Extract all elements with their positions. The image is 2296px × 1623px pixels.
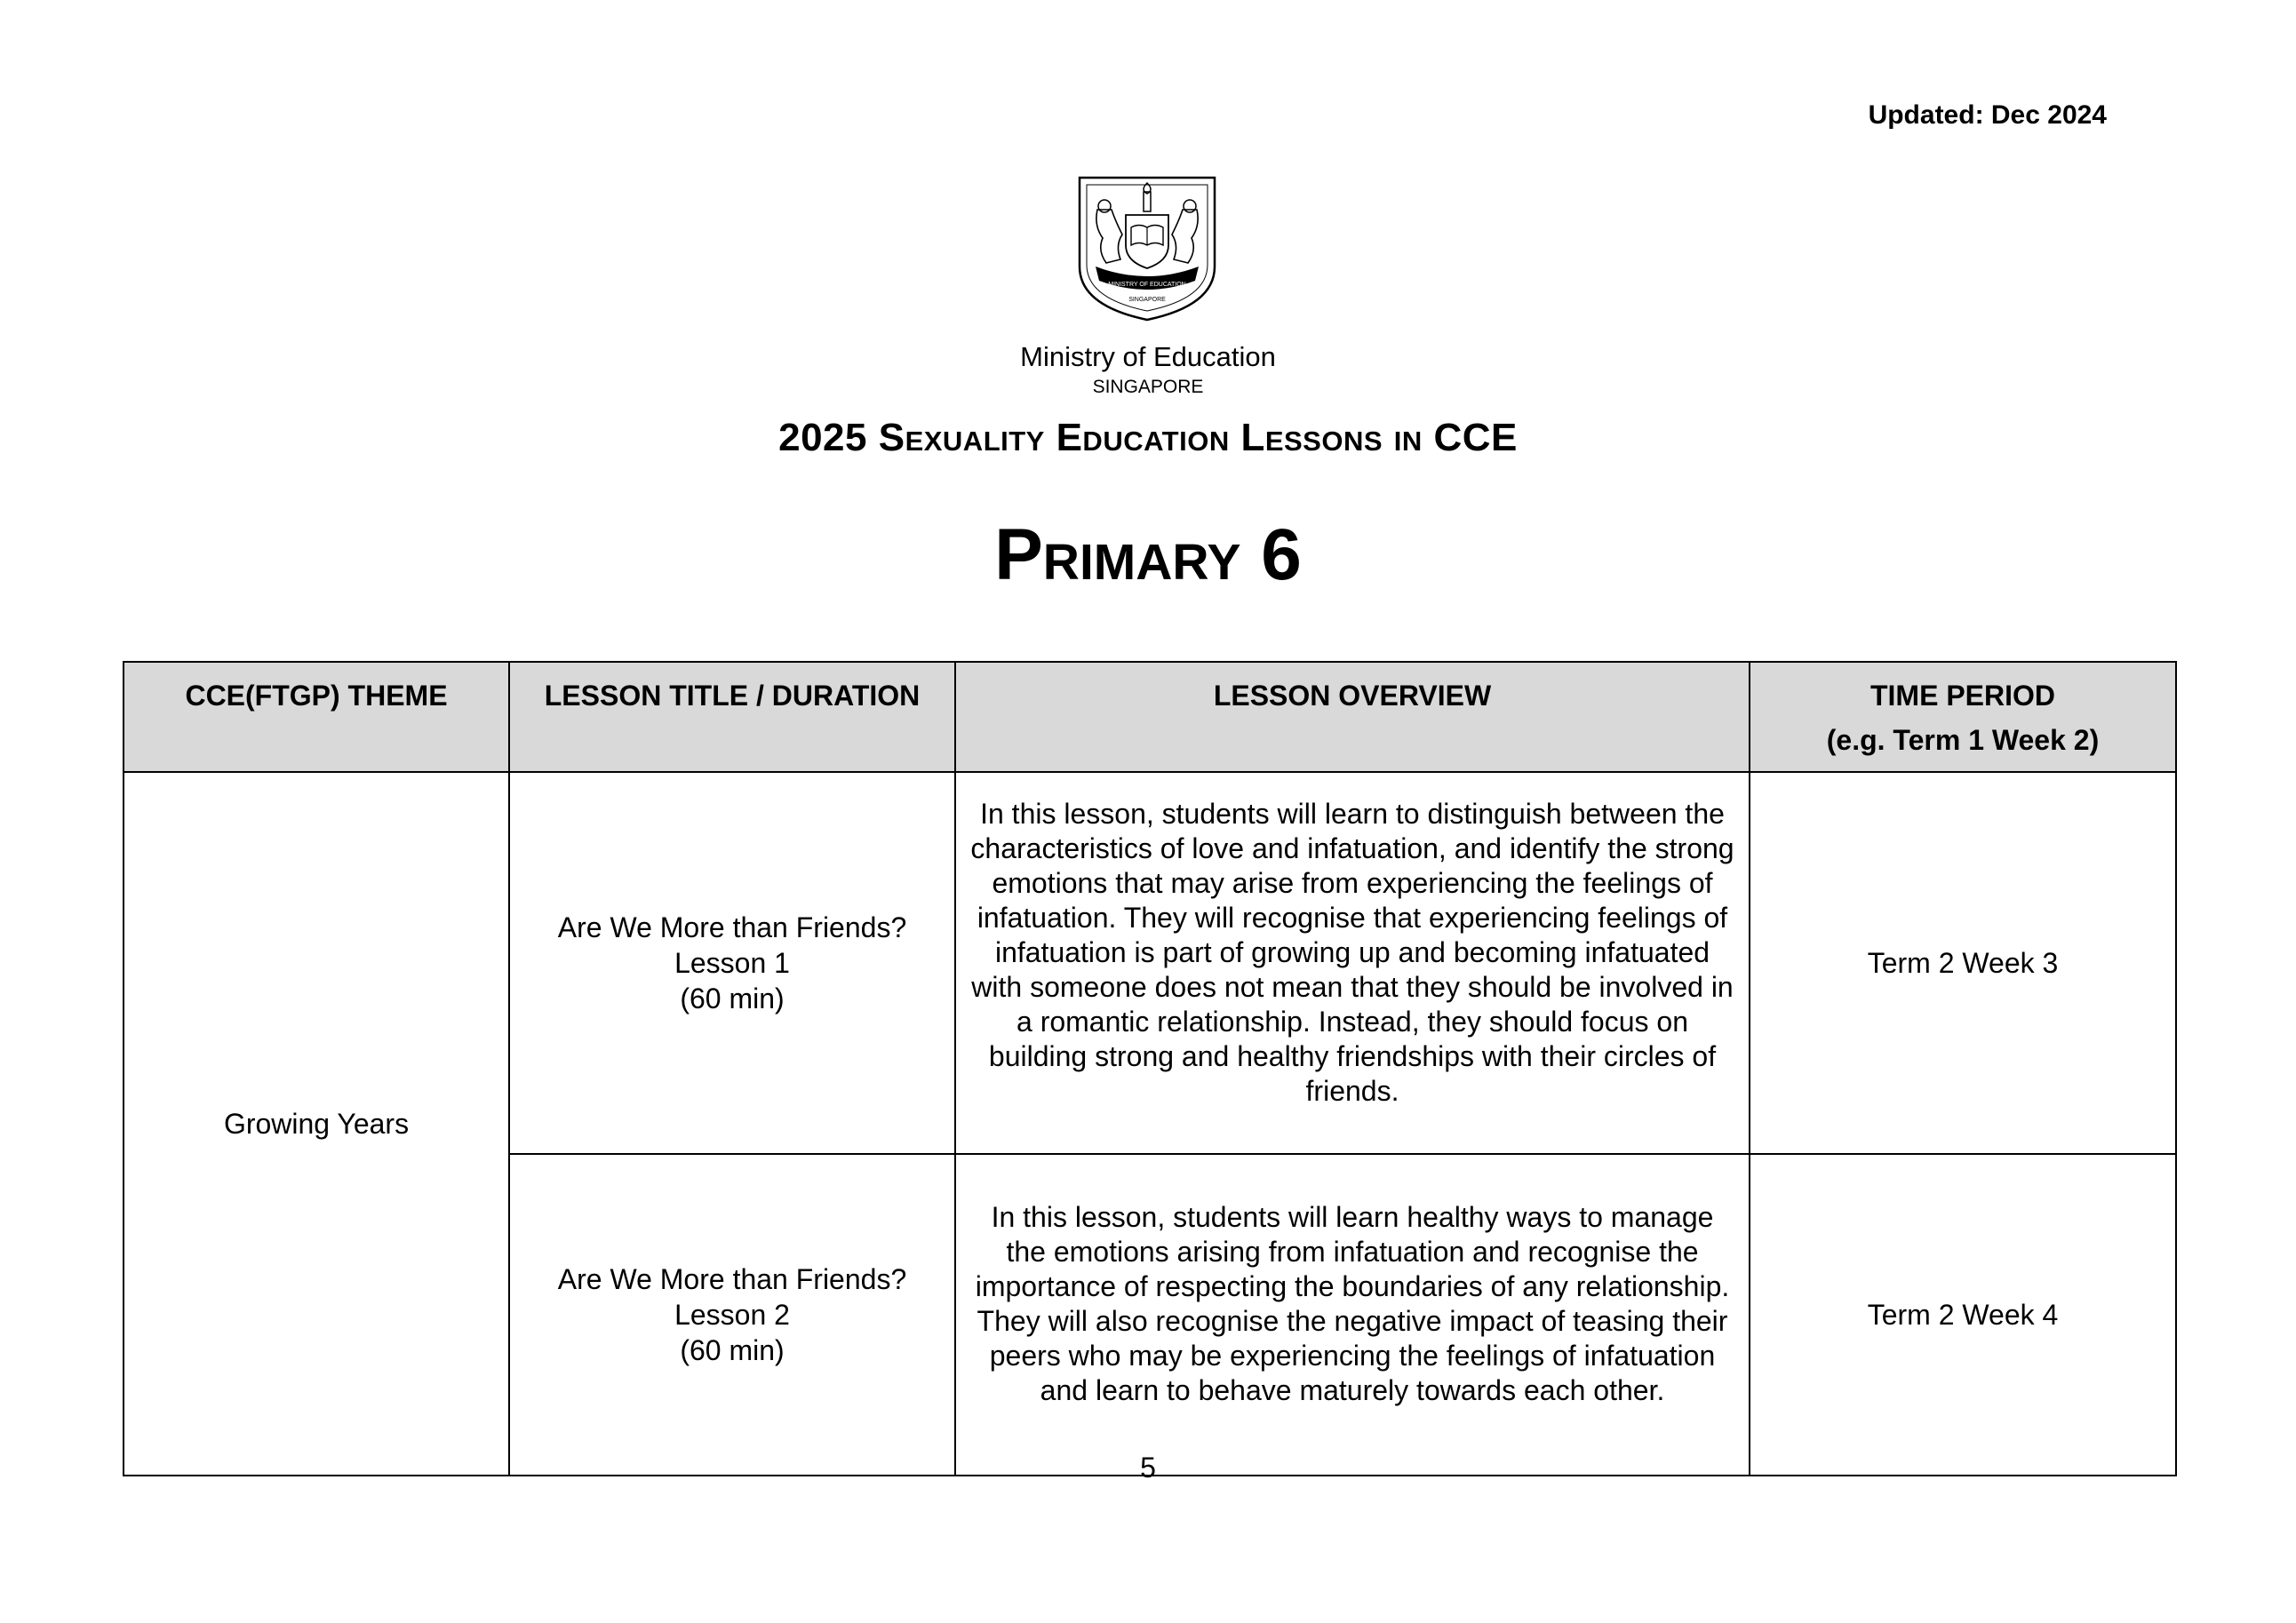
time-period: Term 2 Week 3 [1750,772,2176,1154]
theme-cell: Growing Years [124,772,509,1476]
lesson-overview: In this lesson, students will learn healthy ways to manage the emotions arising from infatuation and recognise the importance of respecting the boundaries of any relationship. They will also recognise the negative impact of teasing their peers who may be experiencing the feelings of infatuation and learn to behave maturely towards each other. [955,1154,1750,1476]
lesson-number: Lesson 1 [674,947,790,979]
lessons-table [123,661,2177,1476]
country-name: SINGAPORE [1092,377,1204,397]
header-overview: LESSON OVERVIEW [955,662,1750,772]
lesson-title-cell [509,772,955,1154]
page-number: 5 [1140,1452,1156,1484]
header-time-period-example: (e.g. Term 1 Week 2) [1826,724,2100,756]
header-lesson-title: LESSON TITLE / DURATION [509,662,955,772]
moe-crest-icon [1076,174,1218,323]
lesson-title: Are We More than Friends? [557,1263,907,1295]
ministry-name: Ministry of Education [1020,341,1276,372]
lesson-duration: (60 min) [680,1334,785,1366]
header-time-period [1750,662,2176,772]
time-period: Term 2 Week 4 [1750,1154,2176,1476]
svg-text:MINISTRY OF EDUCATION: MINISTRY OF EDUCATION [1108,282,1186,288]
lesson-title: Are We More than Friends? [557,911,907,943]
table-row [124,772,2176,1154]
header-time-period-label: TIME PERIOD [1869,680,2055,712]
table-header-row [124,662,2176,772]
lesson-number: Lesson 2 [674,1299,790,1331]
lesson-title-cell [509,1154,955,1476]
level-title: Primary 6 [994,514,1302,595]
lesson-duration: (60 min) [680,983,785,1014]
lesson-overview: In this lesson, students will learn to distinguish between the characteristics of love and infatuation, and identify the strong emotions that may arise from experiencing the feelings of infatuation. They will recognise that experiencing feelings of infatuation is part of growing up and becoming infatuated with someone does not mean that they should be involved in a romantic relationship. Instead, they should focus on building strong and healthy friendships with their circles of friends. [955,772,1750,1154]
header-theme: CCE(FTGP) THEME [124,662,509,772]
document-title: 2025 Sexuality Education Lessons in CCE [778,416,1518,459]
updated-date: Updated: Dec 2024 [1868,100,2107,130]
svg-text:SINGAPORE: SINGAPORE [1128,297,1166,303]
